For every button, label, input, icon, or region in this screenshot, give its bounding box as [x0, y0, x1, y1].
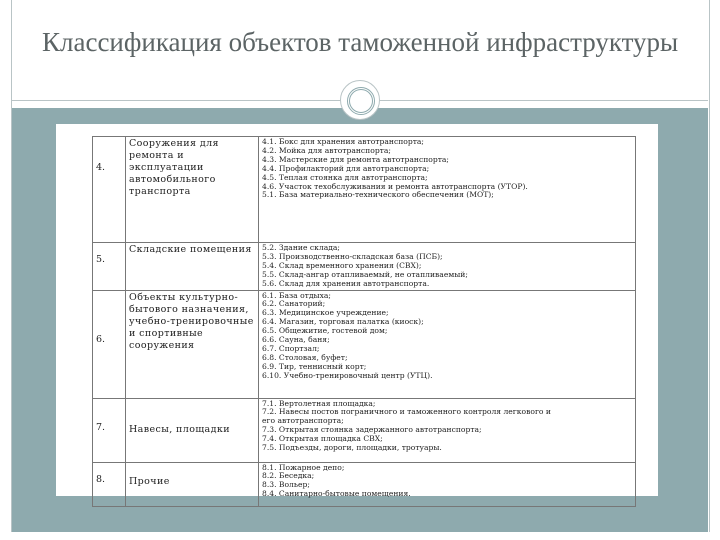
items-cell	[259, 398, 636, 462]
row-number: 7.	[96, 421, 106, 433]
list-item: 4.4. Профилакторий для автотранспорта;	[262, 164, 430, 173]
list-item: 8.4. Санитарно-бытовые помещения.	[262, 490, 411, 499]
list-item: его автотранспорта;	[262, 417, 344, 426]
list-item: 6.9. Тир, теннисный корт;	[262, 362, 367, 371]
list-item: 5.1. База материально-технического обеспечения (МОТ);	[262, 191, 494, 200]
category-name: Сооружения для ремонта и эксплуатации автомобильного транспорта	[126, 137, 259, 243]
list-item: 5.4. Склад временного хранения (СВХ);	[262, 261, 422, 270]
category-name: Прочие	[129, 475, 170, 487]
row-number: 5.	[96, 254, 106, 265]
list-item: 6.3. Медицинское учреждение;	[262, 309, 389, 318]
decorative-ring	[347, 87, 375, 115]
category-name: Навесы, площадки	[129, 423, 230, 435]
category-name: Складские помещения	[126, 243, 259, 291]
list-item: 4.2. Мойка для автотранспорта;	[262, 146, 391, 155]
infrastructure-table	[92, 136, 636, 507]
list-item: 6.10. Учебно-тренировочный центр (УТЦ).	[262, 371, 433, 380]
table-row	[93, 462, 636, 506]
footer-band	[12, 512, 708, 532]
list-item: 5.5. Склад-ангар отапливаемый, не отапливаемый;	[262, 270, 468, 279]
list-item: 5.3. Производственно-складская база (ПСБ);	[262, 252, 443, 261]
list-item: 6.4. Магазин, торговая палатка (киоск);	[262, 318, 424, 327]
items-cell	[259, 462, 636, 506]
table-row	[93, 290, 636, 398]
items-cell	[259, 137, 636, 243]
list-item: 6.8. Столовая, буфет;	[262, 353, 348, 362]
list-item: 6.6. Сауна, баня;	[262, 336, 330, 345]
list-item: 8.2. Беседка;	[262, 472, 315, 481]
table-row	[93, 398, 636, 462]
decorative-circle-icon	[340, 80, 380, 120]
list-item: 4.6. Участок техобслуживания и ремонта автотранспорта (УТОР).	[262, 182, 528, 191]
list-item: 4.3. Мастерские для ремонта автотранспорта;	[262, 155, 449, 164]
list-item: 4.1. Бокс для хранения автотранспорта;	[262, 138, 424, 146]
category-name: Объекты культурно-бытового назначения, учебно-тренировочные и спортивные сооружения	[126, 290, 259, 398]
list-item: 7.1. Вертолетная площадка;	[262, 399, 376, 408]
document-image	[56, 124, 658, 499]
list-item: 8.3. Вольер;	[262, 481, 310, 490]
list-item: 6.7. Спортзал;	[262, 344, 320, 353]
list-item: 6.1. База отдыха;	[262, 291, 331, 300]
table-row	[93, 137, 636, 243]
list-item: 7.3. Открытая стоянка задержанного автотранспорта;	[262, 426, 482, 435]
items-cell	[259, 290, 636, 398]
list-item: 7.2. Навесы постов пограничного и таможенного контроля легкового и	[262, 408, 551, 417]
list-item: 6.5. Общежитие, гостевой дом;	[262, 327, 388, 336]
list-item: 5.2. Здание склада;	[262, 244, 340, 252]
list-item: 4.5. Теплая стоянка для автотранспорта;	[262, 173, 428, 182]
row-number: 8.	[96, 473, 106, 485]
list-item: 7.5. Подъезды, дороги, площадки, тротуары.	[262, 444, 442, 453]
items-cell	[259, 243, 636, 291]
list-item: 6.2. Санаторий;	[262, 300, 326, 309]
slide-title: Классификация объектов таможенной инфраструктуры	[42, 27, 679, 57]
list-item: 7.4. Открытая площадка СВХ;	[262, 435, 383, 444]
table-row	[93, 243, 636, 291]
list-item: 8.1. Пожарное депо;	[262, 463, 345, 472]
row-number: 6.	[96, 333, 106, 345]
list-item: 5.6. Склад для хранения автотранспорта.	[262, 279, 430, 288]
row-number: 4.	[96, 162, 106, 173]
